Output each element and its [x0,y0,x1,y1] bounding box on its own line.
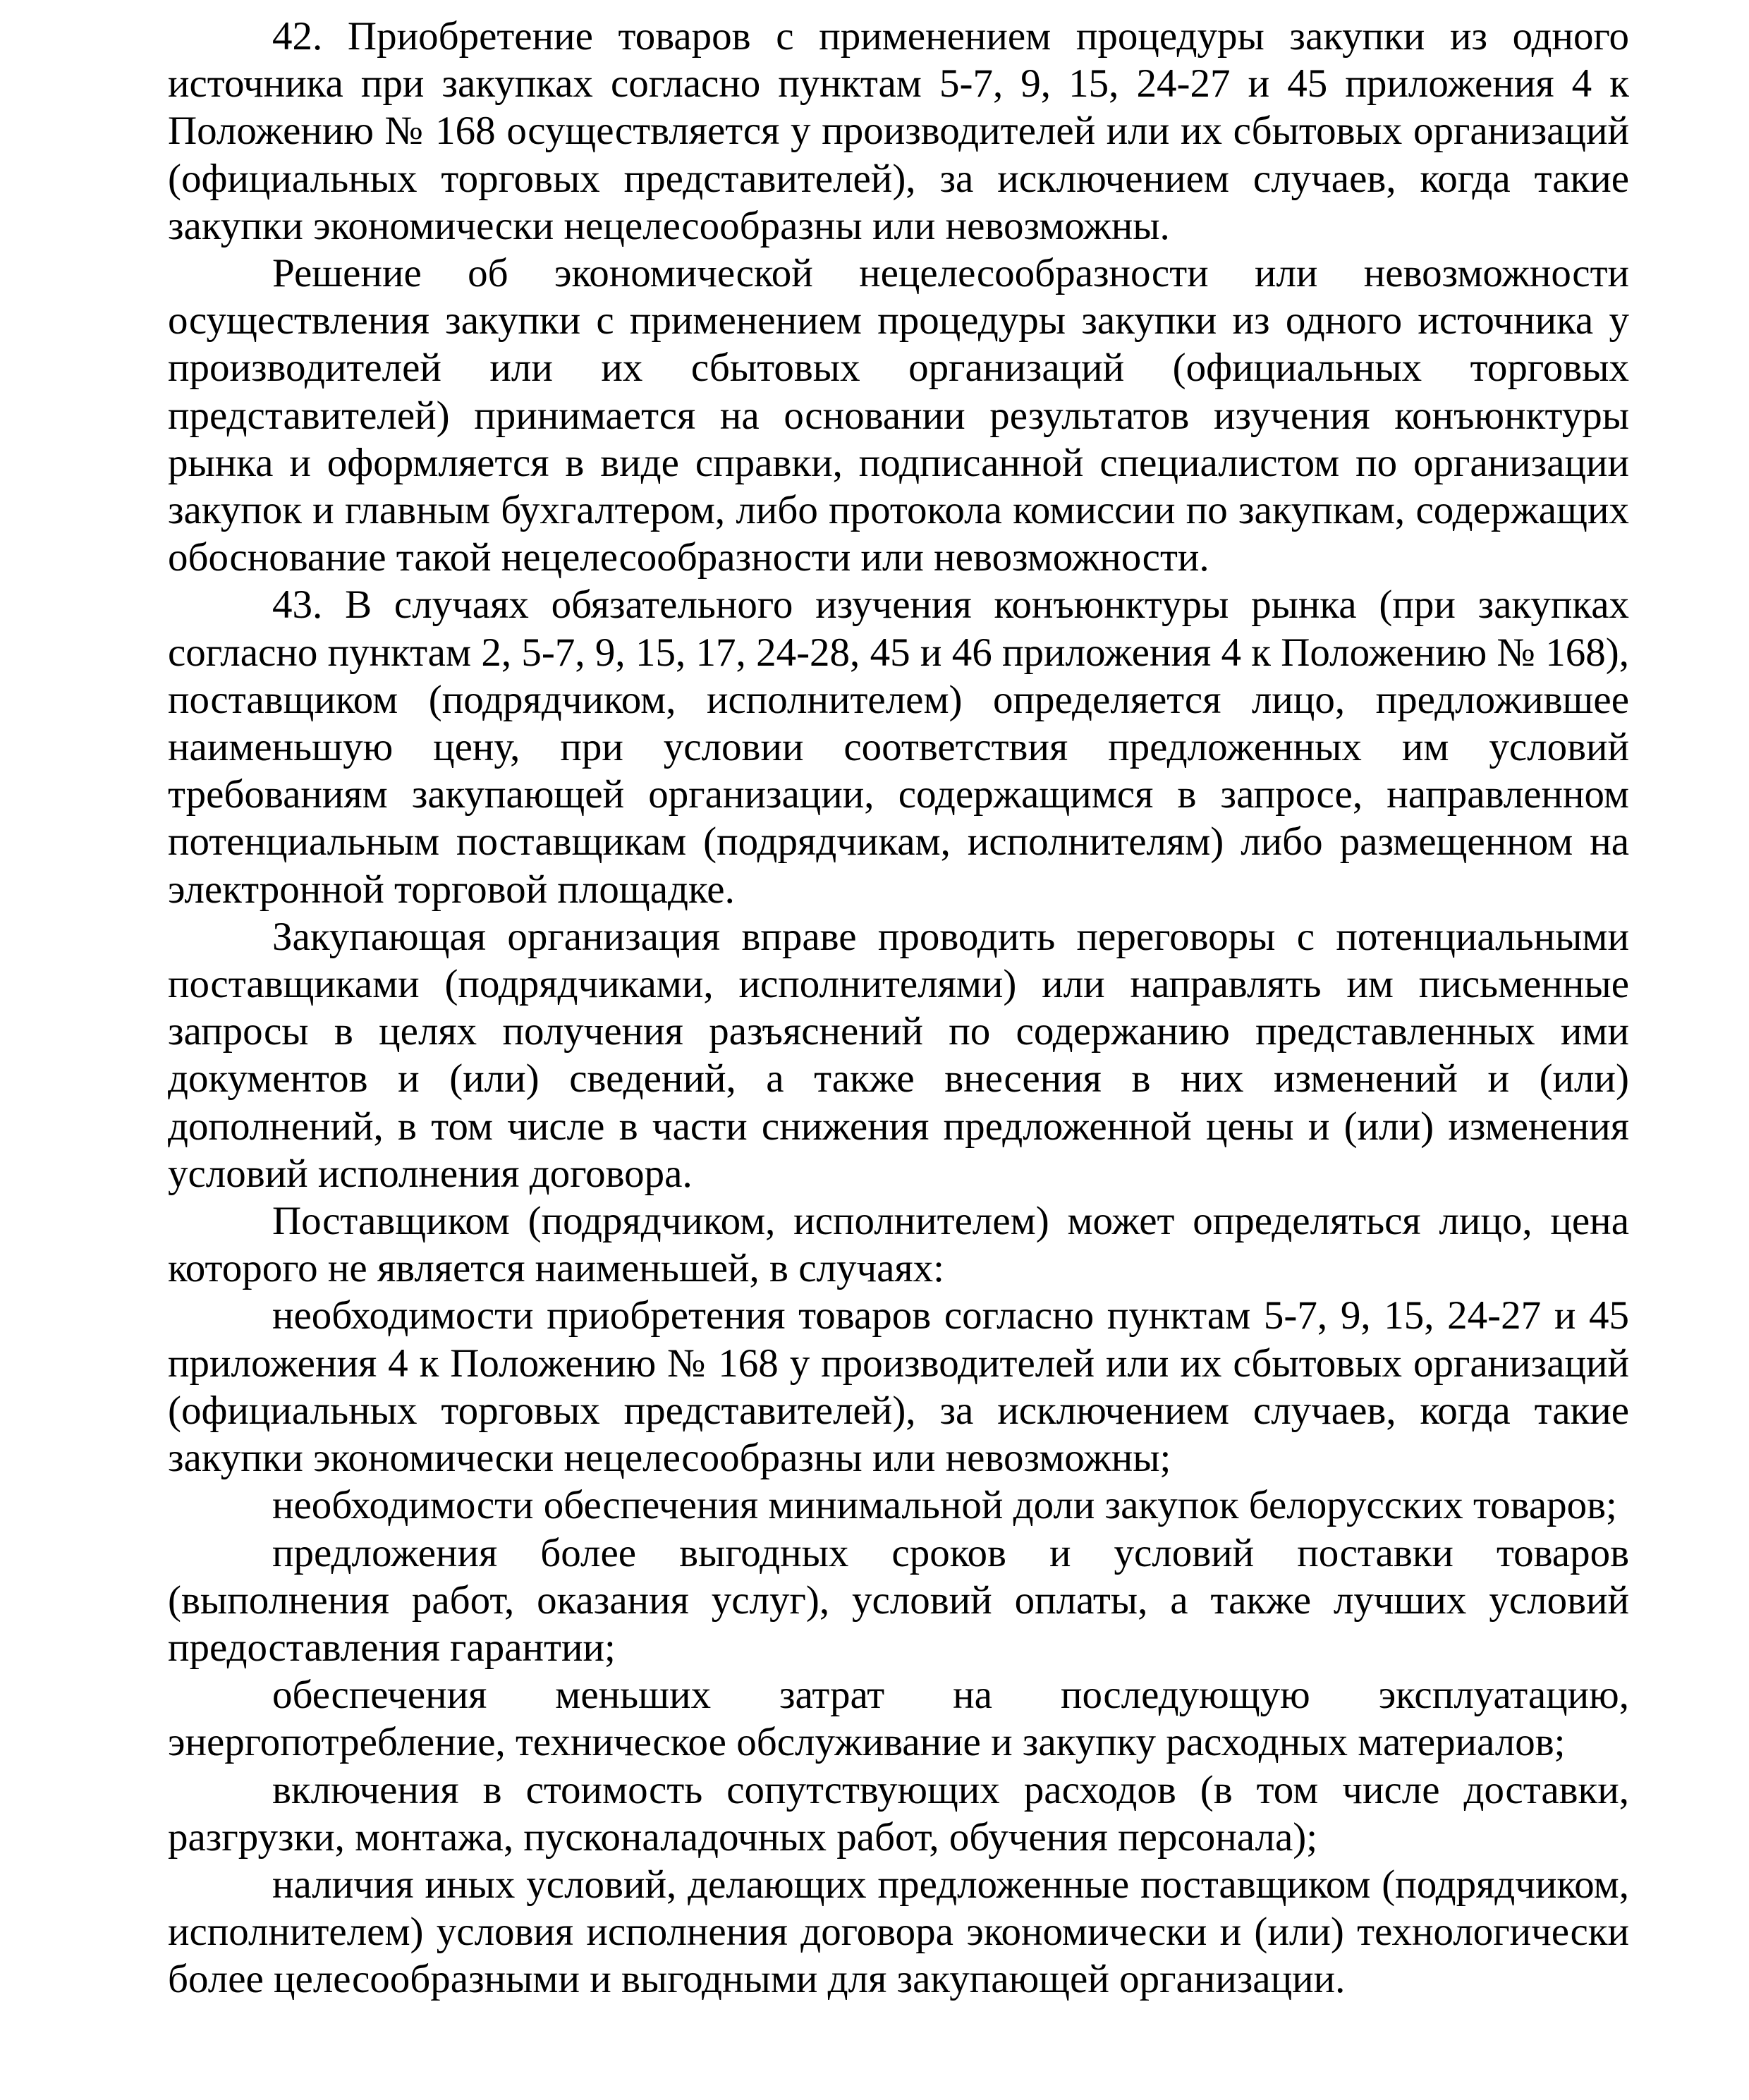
paragraph-42-decision: Решение об экономической нецелесообразности или невозможности осуществления закупки с применением процедуры закупки из одного источника у производителей или их сбытовых организаций (официальных торговых представителей) принимается на основании результатов изучения конъюнктуры рынка и оформляется в виде справки, подписанной специалистом по организации закупок и главным бухгалтером, либо протокола комиссии по закупкам, содержащих обоснование такой нецелесообразности или невозможности. [168,251,1629,580]
paragraph-43-negotiations: Закупающая организация вправе проводить переговоры с потенциальными поставщиками (подрядчиками, исполнителями) или направлять им письменные запросы в целях получения разъяснений по содержанию представленных ими документов и (или) сведений, а также внесения в них изменений и (или) дополнений, в том числе в части снижения предложенной цены и (или) изменения условий исполнения договора. [168,914,1629,1196]
list-item-producers: необходимости приобретения товаров согласно пунктам 5-7, 9, 15, 24-27 и 45 приложения 4 к Положению № 168 у производителей или их сбытовых организаций (официальных торговых представителей), за исключением случаев, когда такие закупки экономически нецелесообразны или невозможны; [168,1293,1629,1481]
paragraph-42: 42. Приобретение товаров с применением процедуры закупки из одного источника при закупках согласно пунктам 5-7, 9, 15, 24-27 и 45 приложения 4 к Положению № 168 осуществляется у производителей или их сбытовых организаций (официальных торговых представителей), за исключением случаев, когда такие закупки экономически нецелесообразны или невозможны. [168,14,1629,248]
list-item-other-conditions: наличия иных условий, делающих предложенные поставщиком (подрядчиком, исполнителем) условия исполнения договора экономически и (или) технологически более целесообразными и выгодными для закупающей организации. [168,1862,1629,2002]
list-item-included-expenses: включения в стоимость сопутствующих расходов (в том числе доставки, разгрузки, монтажа, пусконаладочных работ, обучения персонала); [168,1767,1629,1860]
paragraph-43-exceptions-intro: Поставщиком (подрядчиком, исполнителем) может определяться лицо, цена которого не является наименьшей, в случаях: [168,1199,1629,1291]
list-item-lower-costs: обеспечения меньших затрат на последующую эксплуатацию, энергопотребление, техническое обслуживание и закупку расходных материалов; [168,1673,1629,1765]
paragraph-43: 43. В случаях обязательного изучения конъюнктуры рынка (при закупках согласно пунктам 2, 5-7, 9, 15, 17, 24-28, 45 и 46 приложения 4 к Положению № 168), поставщиком (подрядчиком, исполнителем) определяется лицо, предложившее наименьшую цену, при условии соответствия предложенных им условий требованиям закупающей организации, содержащимся в запросе, направленном потенциальным поставщикам (подрядчикам, исполнителям) либо размещенном на электронной торговой площадке. [168,582,1629,912]
list-item-better-terms: предложения более выгодных сроков и условий поставки товаров (выполнения работ, оказания услуг), условий оплаты, а также лучших условий предоставления гарантии; [168,1530,1629,1670]
document-page [168,13,1629,2003]
list-item-belarusian-share: необходимости обеспечения минимальной доли закупок белорусских товаров; [272,1483,1617,1528]
